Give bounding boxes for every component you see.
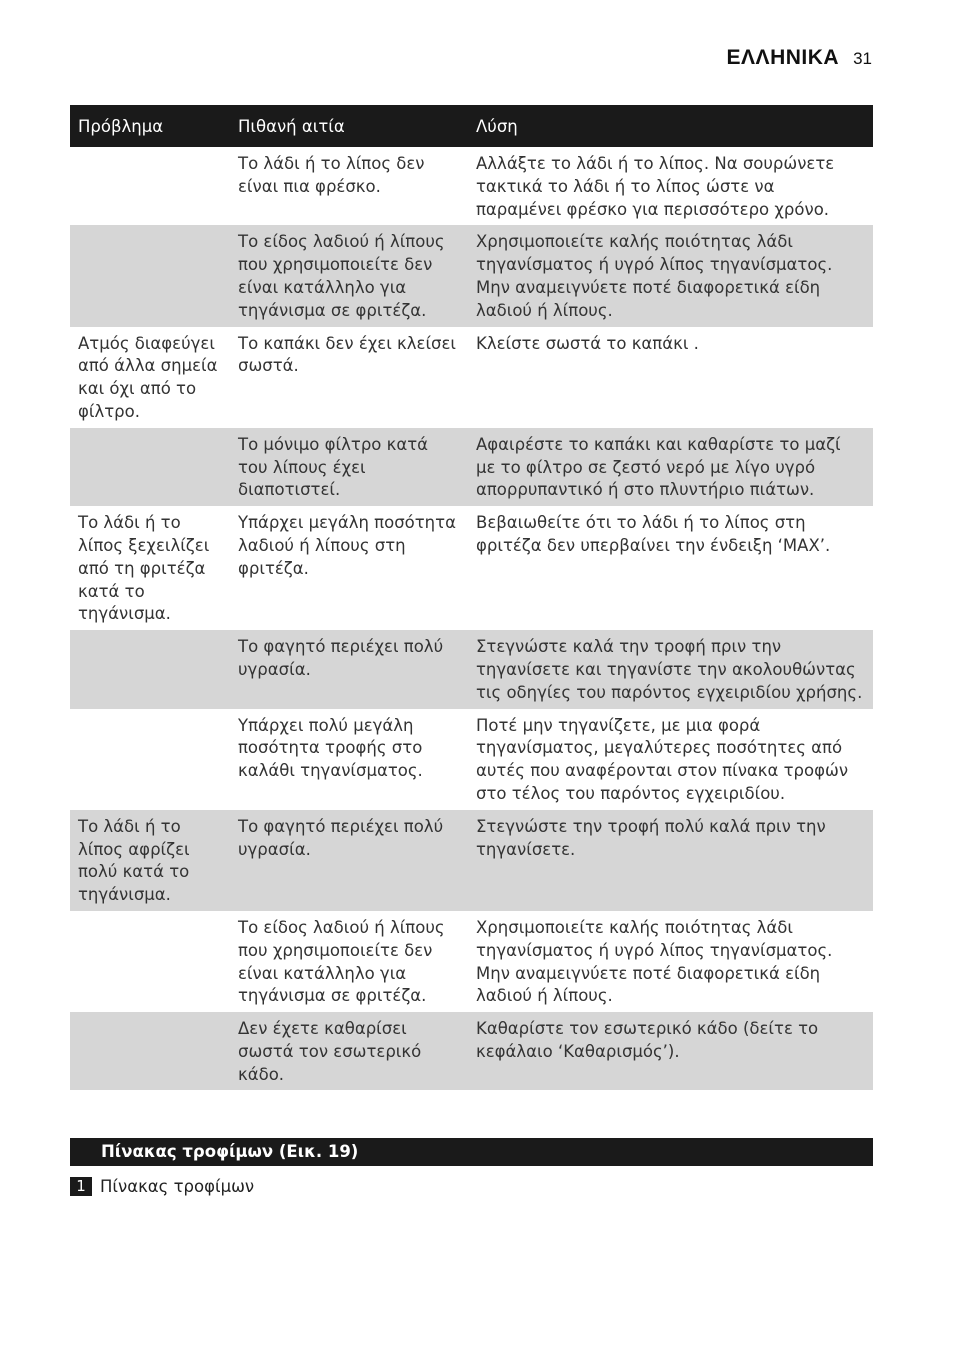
table-row <box>70 630 873 708</box>
cell-solution: Αλλάξτε το λάδι ή το λίπος. Να σουρώνετε τακτικά το λάδι ή το λίπος ώστε να παραμένει φρέσκο για περισσότερο χρόνο. <box>476 154 835 219</box>
troubleshooting-table <box>70 105 873 1090</box>
cell-cause: Το καπάκι δεν έχει κλείσει σωστά. <box>238 333 457 376</box>
cell-cause: Δεν έχετε καθαρίσει σωστά τον εσωτερικό κάδο. <box>230 1012 468 1090</box>
cell-cause: Υπάρχει πολύ μεγάλη ποσότητα τροφής στο καλάθι τηγανίσματος. <box>238 715 423 781</box>
table-row <box>70 428 873 506</box>
cell-solution: Αφαιρέστε το καπάκι και καθαρίστε το μαζί με το φίλτρο σε ζεστό νερό με λίγο υγρό απορρυπαντικό ή στο πλυντήριο πιάτων. <box>468 428 873 506</box>
cell-cause: Το είδος λαδιού ή λίπους που χρησιμοποιείτε δεν είναι κατάλληλο για τηγάνισμα σε φριτέζα. <box>230 225 468 326</box>
figure-caption <box>70 1177 254 1196</box>
cell-cause: Το μόνιμο φίλτρο κατά του λίπους έχει διαποτιστεί. <box>230 428 468 506</box>
cell-cause: Το φαγητό περιέχει πολύ υγρασία. <box>230 630 468 708</box>
column-header-solution: Λύση <box>468 105 873 147</box>
table-row <box>70 1012 873 1090</box>
column-header-problem: Πρόβλημα <box>70 105 230 147</box>
section-title-bar <box>70 1138 873 1166</box>
cell-problem: Το λάδι ή το λίπος αφρίζει πολύ κατά το τηγάνισμα. <box>70 810 230 911</box>
cell-problem <box>70 709 230 810</box>
table-row <box>70 709 873 810</box>
figure-label: Πίνακας τροφίμων <box>100 1177 255 1196</box>
cell-solution: Βεβαιωθείτε ότι το λάδι ή το λίπος στη φριτέζα δεν υπερβαίνει την ένδειξη ‘MAX’. <box>476 513 831 555</box>
cell-problem <box>70 1012 230 1090</box>
cell-solution: Χρησιμοποιείτε καλής ποιότητας λάδι τηγανίσματος ή υγρό λίπος τηγανίσματος. Μην αναμειγνύετε ποτέ διαφορετικά είδη λαδιού ή λίπους. <box>476 917 833 1006</box>
cell-problem: Το λάδι ή το λίπος ξεχειλίζει από τη φριτέζα κατά το τηγάνισμα. <box>78 513 210 624</box>
cell-problem <box>70 630 230 708</box>
cell-problem <box>70 428 230 506</box>
section-title: Πίνακας τροφίμων (Εικ. 19) <box>101 1142 359 1161</box>
cell-cause: Το είδος λαδιού ή λίπους που χρησιμοποιείτε δεν είναι κατάλληλο για τηγάνισμα σε φριτέζα. <box>238 917 445 1006</box>
cell-solution: Χρησιμοποιείτε καλής ποιότητας λάδι τηγανίσματος ή υγρό λίπος τηγανίσματος. Μην αναμειγνύετε ποτέ διαφορετικά είδη λαδιού ή λίπους. <box>468 225 873 326</box>
figure-number: 1 <box>70 1177 92 1196</box>
cell-solution: Ποτέ μην τηγανίζετε, με μια φορά τηγανίσματος, μεγαλύτερες ποσότητες από αυτές που αναφέρονται στον πίνακα τροφών στο τέλος του παρόντος εγχειριδίου. <box>476 715 849 803</box>
cell-problem <box>70 911 230 1012</box>
table-row <box>70 225 873 326</box>
cell-problem <box>70 225 230 326</box>
page-number: 31 <box>853 49 872 68</box>
table-header-row <box>70 105 873 147</box>
cell-problem <box>70 147 230 225</box>
table-row <box>70 911 873 1012</box>
cell-problem: Ατμός διαφεύγει από άλλα σημεία και όχι από το φίλτρο. <box>78 333 218 421</box>
cell-solution: Στεγνώστε καλά την τροφή πριν την τηγανίσετε και τηγανίστε την ακολουθώντας τις οδηγίες του παρόντος εγχειριδίου χρήσης. <box>468 630 873 708</box>
page-header <box>727 46 872 70</box>
table-row <box>70 147 873 225</box>
language-label: ΕΛΛΗΝΙΚΑ <box>726 46 840 69</box>
table-body <box>70 147 873 1090</box>
table-row <box>70 506 873 630</box>
cell-solution: Καθαρίστε τον εσωτερικό κάδο (δείτε το κεφάλαιο ‘Καθαρισμός’). <box>468 1012 873 1090</box>
table-row <box>70 327 873 428</box>
cell-cause: Το φαγητό περιέχει πολύ υγρασία. <box>230 810 468 911</box>
cell-cause: Το λάδι ή το λίπος δεν είναι πια φρέσκο. <box>238 154 425 196</box>
cell-solution: Κλείστε σωστά το καπάκι . <box>476 333 699 353</box>
cell-solution: Στεγνώστε την τροφή πολύ καλά πριν την τηγανίσετε. <box>468 810 873 911</box>
cell-cause: Υπάρχει μεγάλη ποσότητα λαδιού ή λίπους στη φριτέζα. <box>238 513 456 578</box>
column-header-cause: Πιθανή αιτία <box>230 105 468 147</box>
table-row <box>70 810 873 911</box>
